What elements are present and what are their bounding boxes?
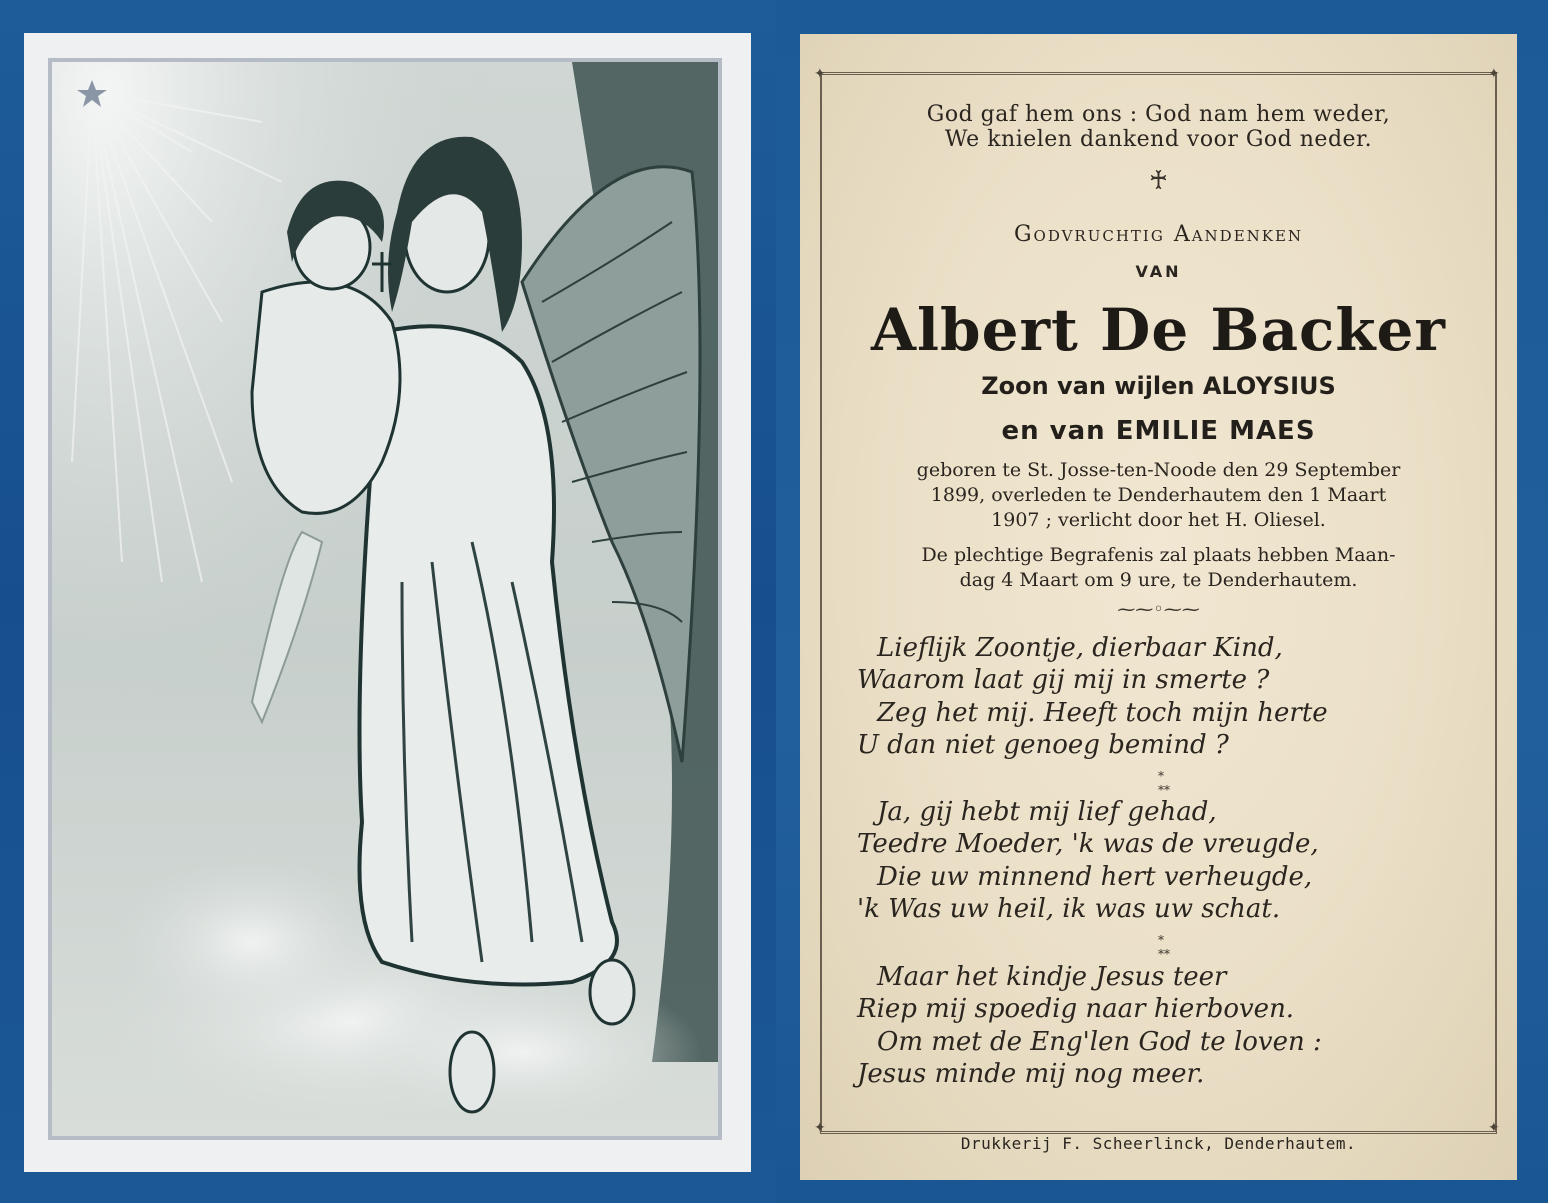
angel-illustration <box>52 62 718 1136</box>
poem-line: Waarom laat gij mij in smerte ? <box>857 665 1270 695</box>
poem-line: Om met de Eng'len God te loven : <box>877 1027 1322 1057</box>
mother-line: en van EMILIE MAES <box>1001 416 1316 446</box>
funeral-line-1: De plechtige Begrafenis zal plaats hebben Maan- <box>921 544 1396 566</box>
corner-ornament-icon: ✦ <box>1488 1120 1500 1136</box>
motto-line-2: We knielen dankend voor God neder. <box>944 127 1373 152</box>
poem-line: 'k Was uw heil, ik was uw schat. <box>857 894 1281 924</box>
poem-line: Lieflijk Zoontje, dierbaar Kind, <box>877 633 1283 663</box>
corner-ornament-icon: ✦ <box>814 66 826 82</box>
poem-line: Zeg het mij. Heeft toch mijn herte <box>877 698 1328 728</box>
card-heading: Godvruchtig Aandenken <box>1013 222 1304 247</box>
deceased-name: Albert De Backer <box>871 296 1446 364</box>
poem-line: Maar het kindje Jesus teer <box>877 962 1227 992</box>
angel-with-child-image <box>52 62 718 1136</box>
stanza-separator-icon: * ** <box>1158 933 1170 961</box>
poem-line: Die uw minnend hert verheugde, <box>877 862 1313 892</box>
stanza-separator-icon: * ** <box>1158 769 1170 797</box>
poem-line: U dan niet genoeg bemind ? <box>857 730 1229 760</box>
funeral-line-2: dag 4 Maart om 9 ure, te Denderhautem. <box>959 569 1358 591</box>
bio-line-1: geboren te St. Josse-ten-Noode den 29 September <box>916 459 1401 481</box>
ornament-cross-icon: ♰ <box>1148 166 1169 196</box>
poem-line: Ja, gij hebt mij lief gehad, <box>877 797 1217 827</box>
corner-ornament-icon: ✦ <box>1488 66 1500 82</box>
printer-credit: Drukkerij F. Scheerlinck, Denderhautem. <box>960 1134 1357 1153</box>
father-line: Zoon van wijlen ALOYSIUS <box>981 372 1336 400</box>
poem-line: Jesus minde mij nog meer. <box>857 1059 1205 1089</box>
motto-line-1: God gaf hem ons : God nam hem weder, <box>926 102 1391 127</box>
corner-ornament-icon: ✦ <box>814 1120 826 1136</box>
bio-line-3: 1907 ; verlicht door het H. Oliesel. <box>991 509 1326 531</box>
poem-line: Riep mij spoedig naar hierboven. <box>857 994 1295 1024</box>
bio-line-2: 1899, overleden te Denderhautem den 1 Maart <box>930 484 1387 506</box>
memorial-text-card <box>776 0 1548 1203</box>
paper-sheet <box>800 34 1517 1180</box>
divider-ornament-icon: ⁓⁓◦⁓⁓ <box>1117 599 1200 620</box>
van-label: VAN <box>1135 262 1182 281</box>
poem-line: Teedre Moeder, 'k was de vreugde, <box>857 829 1319 859</box>
